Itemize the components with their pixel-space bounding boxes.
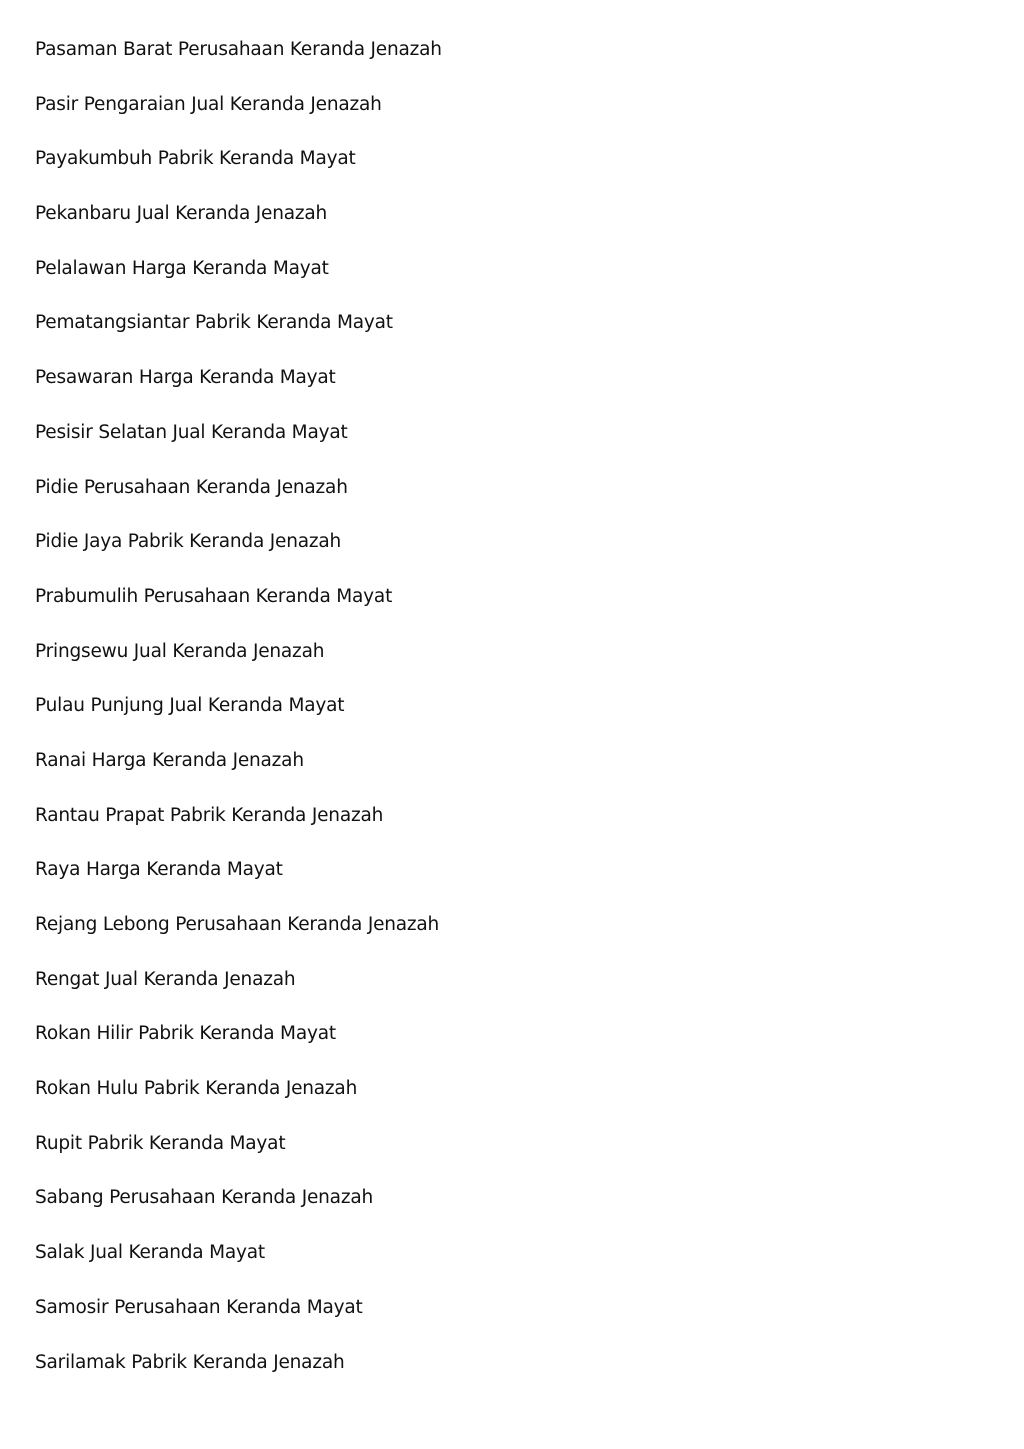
list-item: Sabang Perusahaan Keranda Jenazah [35,1187,373,1209]
list-item: Pekanbaru Jual Keranda Jenazah [35,203,328,225]
list-item: Pasir Pengaraian Jual Keranda Jenazah [35,93,382,115]
list-item: Sarilamak Pabrik Keranda Jenazah [35,1351,345,1373]
list-item: Rejang Lebong Perusahaan Keranda Jenazah [35,914,440,935]
list-item: Rengat Jual Keranda Jenazah [35,968,296,990]
list-item: Rupit Pabrik Keranda Mayat [35,1132,286,1154]
list-item: Raya Harga Keranda Mayat [35,859,283,881]
list-item: Rantau Prapat Pabrik Keranda Jenazah [35,804,384,826]
list-item: Pulau Punjung Jual Keranda Mayat [35,695,345,717]
list-item: Salak Jual Keranda Mayat [35,1242,265,1264]
list-item: Prabumulih Perusahaan Keranda Mayat [35,585,393,607]
list-item: Rokan Hilir Pabrik Keranda Mayat [35,1023,336,1045]
list-item: Rokan Hulu Pabrik Keranda Jenazah [35,1078,358,1100]
list-item: Pasaman Barat Perusahaan Keranda Jenazah [35,39,442,60]
list-item: Pesisir Selatan Jual Keranda Mayat [35,421,348,443]
list-item: Samosir Perusahaan Keranda Mayat [35,1296,363,1318]
list-item: Payakumbuh Pabrik Keranda Mayat [35,148,356,170]
list-item: Ranai Harga Keranda Jenazah [35,749,304,771]
list-item: Pidie Jaya Pabrik Keranda Jenazah [35,531,342,553]
list-item: Pesawaran Harga Keranda Mayat [35,367,336,389]
list-item: Pematangsiantar Pabrik Keranda Mayat [35,312,393,334]
list-item: Pelalawan Harga Keranda Mayat [35,257,329,279]
list-item: Pringsewu Jual Keranda Jenazah [35,640,325,662]
list-item: Pidie Perusahaan Keranda Jenazah [35,476,348,498]
entry-list [35,36,442,1403]
